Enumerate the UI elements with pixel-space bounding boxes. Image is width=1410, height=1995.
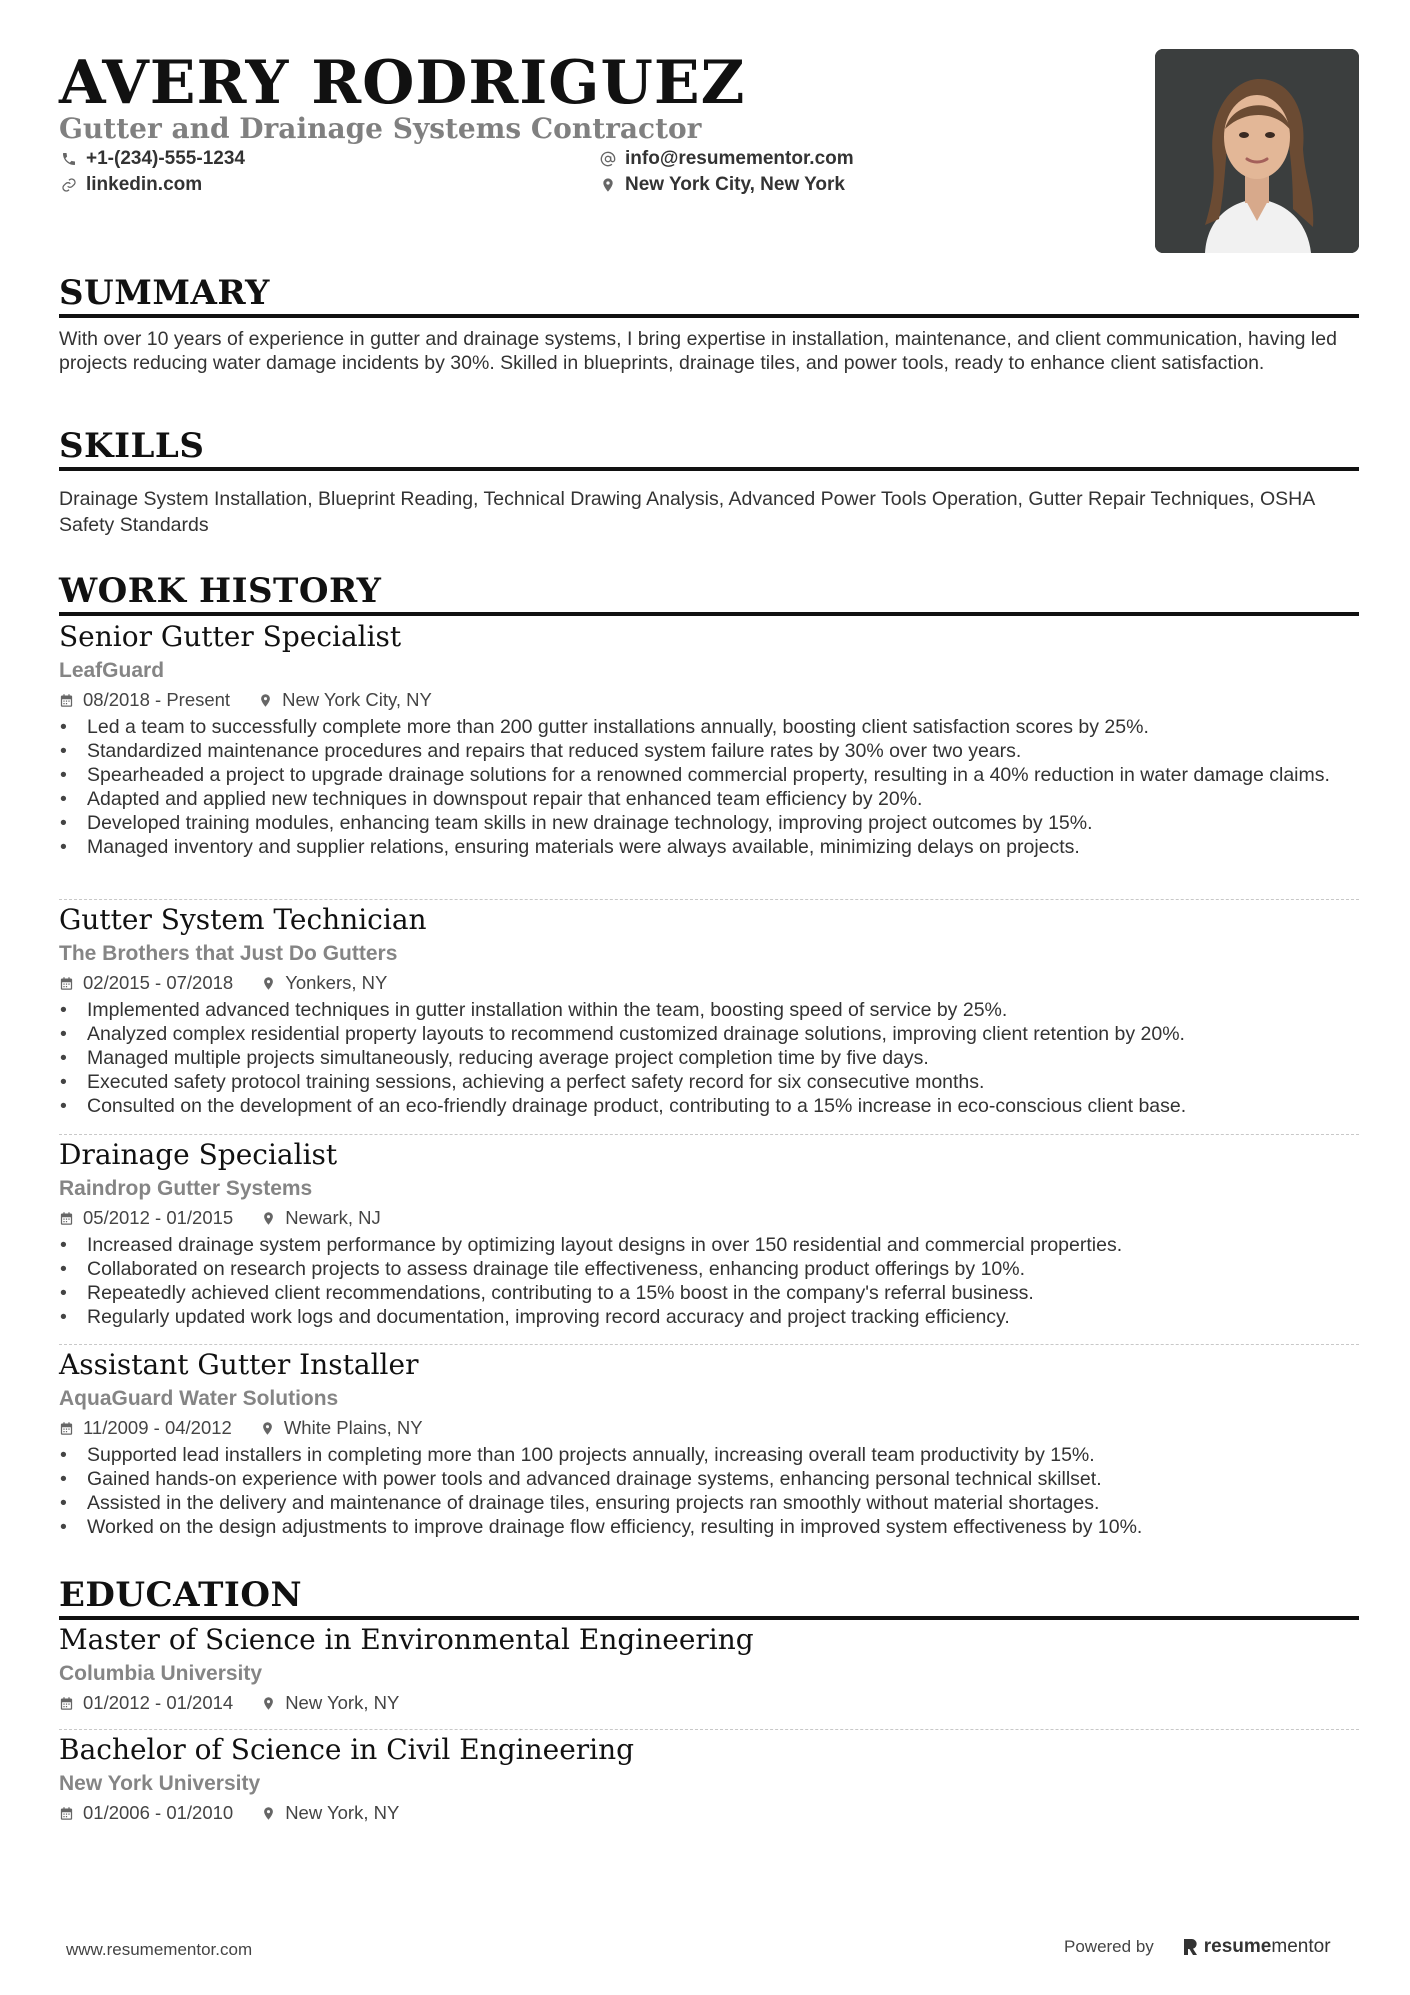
job-dates: 02/2015 - 07/2018 xyxy=(83,972,234,993)
education-location: New York, NY xyxy=(285,1802,400,1823)
calendar-icon xyxy=(59,1806,74,1821)
resumementor-logo-icon xyxy=(1182,1937,1198,1957)
phone-icon xyxy=(61,151,77,167)
bullet-item: • Implemented advanced techniques in gutter installation within the team, boosting speed of service by 25%. xyxy=(59,998,1359,1022)
job-title: Gutter System Technician xyxy=(59,903,427,936)
map-pin-icon xyxy=(260,1421,275,1436)
map-pin-icon xyxy=(600,177,616,193)
calendar-icon xyxy=(59,1421,74,1436)
bullet-item: • Managed multiple projects simultaneously, reducing average project completion time by five days. xyxy=(59,1046,1359,1070)
education-meta xyxy=(59,1800,1359,1826)
bullet-item: • Analyzed complex residential property layouts to recommend customized drainage solutions, improving client retention by 20%. xyxy=(59,1022,1359,1046)
link-icon xyxy=(61,177,77,193)
map-pin-icon xyxy=(261,1696,276,1711)
bullet-item: • Collaborated on research projects to assess drainage tile effectiveness, enhancing product offerings by 10%. xyxy=(59,1257,1359,1281)
linkedin-contact[interactable] xyxy=(61,173,202,197)
education-heading: EDUCATION xyxy=(59,1575,1359,1620)
company-name: AquaGuard Water Solutions xyxy=(59,1387,339,1410)
location-contact xyxy=(600,173,845,197)
skills-text: Drainage System Installation, Blueprint Reading, Technical Drawing Analysis, Advanced Power Tools Operation, Gutter Repair Techniques, OSHA Safety Standards xyxy=(59,488,1315,536)
bullet-item: • Managed inventory and supplier relations, ensuring materials were always available, minimizing delays on projects. xyxy=(59,835,1359,859)
calendar-icon xyxy=(59,976,74,991)
candidate-name: AVERY RODRIGUEZ xyxy=(59,48,746,118)
at-sign-icon xyxy=(600,151,616,167)
company-name: LeafGuard xyxy=(59,659,165,682)
bullet-item: • Increased drainage system performance by optimizing layout designs in over 150 residential and commercial properties. xyxy=(59,1233,1359,1257)
bullet-item: • Consulted on the development of an eco-friendly drainage product, contributing to a 15% increase in eco-conscious client base. xyxy=(59,1094,1359,1118)
school-name: Columbia University xyxy=(59,1662,263,1685)
footer-powered-by xyxy=(1064,1936,1331,1958)
brand-logo[interactable] xyxy=(1182,1936,1331,1958)
bullet-item: • Assisted in the delivery and maintenance of drainage tiles, ensuring projects ran smoothly without material shortages. xyxy=(59,1491,1359,1515)
job-meta xyxy=(59,1415,1359,1441)
email-contact[interactable] xyxy=(600,147,854,171)
bullet-item: • Repeatedly achieved client recommendations, contributing to a 15% boost in the company's referral business. xyxy=(59,1281,1359,1305)
map-pin-icon xyxy=(261,976,276,991)
company-name: Raindrop Gutter Systems xyxy=(59,1177,313,1200)
company-name: The Brothers that Just Do Gutters xyxy=(59,942,398,965)
footer-website-link[interactable]: www.resumementor.com xyxy=(66,1940,253,1959)
job-meta xyxy=(59,970,1359,996)
job-divider xyxy=(59,899,1359,900)
map-pin-icon xyxy=(258,693,273,708)
summary-text: With over 10 years of experience in gutter and drainage systems, I bring expertise in installation, maintenance, and client communication, having led projects reducing water damage incidents by 30%. Skilled in blueprints, drainage tiles, and power tools, ready to enhance client satisfaction. xyxy=(59,328,1337,374)
bullet-item: • Developed training modules, enhancing team skills in new drainage technology, improving project outcomes by 15%. xyxy=(59,811,1359,835)
school-name: New York University xyxy=(59,1772,261,1795)
job-bullets xyxy=(59,1443,1359,1539)
bullet-item: • Led a team to successfully complete more than 200 gutter installations annually, boosting client satisfaction scores by 25%. xyxy=(59,715,1359,739)
brand-text-bold: resume xyxy=(1203,1936,1272,1957)
powered-by-label: Powered by xyxy=(1064,1937,1154,1956)
location-text: New York City, New York xyxy=(625,174,845,195)
job-entry xyxy=(59,902,1359,1118)
bullet-item: • Spearheaded a project to upgrade drainage solutions for a renowned commercial property, resulting in a 40% reduction in water damage claims. xyxy=(59,763,1359,787)
job-entry xyxy=(59,1347,1359,1539)
job-dates: 11/2009 - 04/2012 xyxy=(83,1417,232,1438)
job-title: Drainage Specialist xyxy=(59,1138,338,1171)
summary-heading: SUMMARY xyxy=(59,273,1359,318)
linkedin-text: linkedin.com xyxy=(86,174,203,195)
email-text: info@resumementor.com xyxy=(625,148,854,169)
job-bullets xyxy=(59,715,1359,859)
calendar-icon xyxy=(59,1696,74,1711)
work-history-heading: WORK HISTORY xyxy=(59,571,1359,616)
job-divider xyxy=(59,1344,1359,1345)
job-location: Yonkers, NY xyxy=(285,972,388,993)
job-title: Assistant Gutter Installer xyxy=(59,1348,419,1381)
education-entry xyxy=(59,1622,1359,1716)
brand-text-light: mentor xyxy=(1271,1936,1331,1957)
phone-text: +1-(234)-555-1234 xyxy=(86,148,245,169)
education-meta xyxy=(59,1690,1359,1716)
job-location: New York City, NY xyxy=(282,689,432,710)
phone-contact[interactable] xyxy=(61,147,245,171)
job-entry xyxy=(59,619,1359,859)
map-pin-icon xyxy=(261,1211,276,1226)
job-location: White Plains, NY xyxy=(283,1417,423,1438)
calendar-icon xyxy=(59,1211,74,1226)
education-dates: 01/2006 - 01/2010 xyxy=(83,1802,234,1823)
bullet-item: • Adapted and applied new techniques in downspout repair that enhanced team efficiency by 20%. xyxy=(59,787,1359,811)
education-entry xyxy=(59,1732,1359,1826)
job-title-subtitle: Gutter and Drainage Systems Contractor xyxy=(59,112,702,145)
job-location: Newark, NJ xyxy=(285,1207,381,1228)
education-dates: 01/2012 - 01/2014 xyxy=(83,1692,234,1713)
bullet-item: • Executed safety protocol training sessions, achieving a perfect safety record for six consecutive months. xyxy=(59,1070,1359,1094)
education-divider xyxy=(59,1729,1359,1730)
profile-photo xyxy=(1155,49,1359,253)
degree-title: Bachelor of Science in Civil Engineering xyxy=(59,1733,635,1766)
bullet-item: • Supported lead installers in completing more than 100 projects annually, increasing overall team productivity by 15%. xyxy=(59,1443,1359,1467)
portrait-illustration xyxy=(1155,49,1359,253)
degree-title: Master of Science in Environmental Engineering xyxy=(59,1623,754,1656)
map-pin-icon xyxy=(261,1806,276,1821)
bullet-item: • Gained hands-on experience with power tools and advanced drainage systems, enhancing personal technical skillset. xyxy=(59,1467,1359,1491)
bullet-item: • Regularly updated work logs and documentation, improving record accuracy and project tracking efficiency. xyxy=(59,1305,1359,1329)
bullet-item: • Worked on the design adjustments to improve drainage flow efficiency, resulting in improved system effectiveness by 10%. xyxy=(59,1515,1359,1539)
job-divider xyxy=(59,1134,1359,1135)
skills-heading: SKILLS xyxy=(59,426,1359,471)
bullet-item: • Standardized maintenance procedures and repairs that reduced system failure rates by 30% over two years. xyxy=(59,739,1359,763)
calendar-icon xyxy=(59,693,74,708)
job-dates: 05/2012 - 01/2015 xyxy=(83,1207,234,1228)
job-meta xyxy=(59,1205,1359,1231)
job-meta xyxy=(59,687,1359,713)
job-bullets xyxy=(59,998,1359,1118)
job-bullets xyxy=(59,1233,1359,1329)
job-title: Senior Gutter Specialist xyxy=(59,620,402,653)
education-location: New York, NY xyxy=(285,1692,400,1713)
job-entry xyxy=(59,1137,1359,1329)
job-dates: 08/2018 - Present xyxy=(83,689,231,710)
